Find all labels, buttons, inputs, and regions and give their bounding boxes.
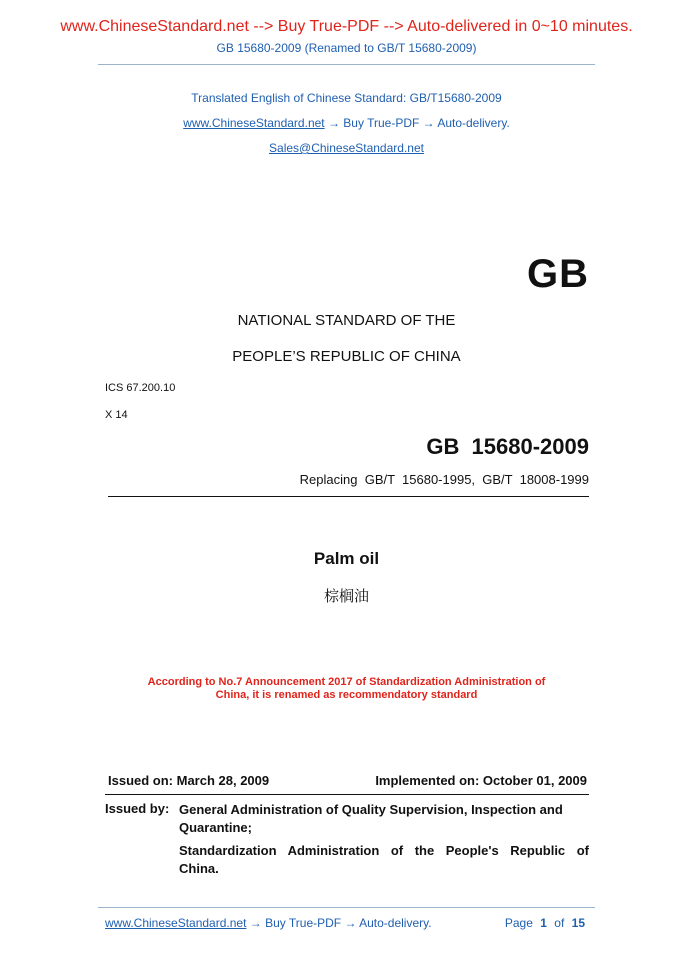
intro-site-link[interactable]: www.ChineseStandard.net bbox=[183, 116, 325, 130]
page-indicator bbox=[505, 916, 585, 930]
issuer-2-line-1: Standardization Administration of the People's Republic of bbox=[179, 843, 589, 858]
classification-code: X 14 bbox=[105, 409, 128, 421]
national-line-1: NATIONAL STANDARD OF THE bbox=[237, 312, 456, 329]
issuer-1 bbox=[179, 801, 589, 837]
issued-on: Issued on: March 28, 2009 bbox=[108, 773, 270, 788]
ics-code: ICS 67.200.10 bbox=[105, 382, 176, 394]
title-english: Palm oil bbox=[313, 549, 380, 568]
title-chinese: 棕榈油 bbox=[323, 587, 369, 605]
email-link[interactable]: Sales@ChineseStandard.net bbox=[269, 141, 424, 155]
issuer-1-line-2: Quarantine; bbox=[179, 820, 252, 835]
footer-site-rest: → Buy True-PDF → Auto-delivery. bbox=[246, 916, 432, 930]
issuer-2 bbox=[179, 842, 589, 878]
header-rule bbox=[98, 64, 595, 65]
intro-email-line bbox=[0, 141, 693, 155]
replacing-line: Replacing GB/T 15680-1995, GB/T 18008-1999 bbox=[299, 472, 589, 487]
footer-site-line bbox=[105, 916, 432, 930]
page-total: 15 bbox=[571, 916, 585, 930]
title-rule bbox=[108, 496, 589, 497]
standard-number: GB 15680-2009 bbox=[426, 434, 589, 459]
translated-line: Translated English of Chinese Standard: GB/T15680-2009 bbox=[191, 91, 502, 105]
issuer-2-line-2: China. bbox=[179, 861, 219, 876]
header-subtitle: GB 15680-2009 (Renamed to GB/T 15680-2009) bbox=[216, 41, 477, 55]
footer-site-link[interactable]: www.ChineseStandard.net bbox=[105, 916, 247, 930]
implemented-on: Implemented on: October 01, 2009 bbox=[375, 773, 587, 788]
footer-rule bbox=[98, 907, 595, 908]
rename-notice-line-2: China, it is renamed as recommendatory standard bbox=[215, 689, 478, 701]
page-of: of bbox=[554, 916, 565, 930]
issuer-1-line-1: General Administration of Quality Supervision, Inspection and bbox=[179, 802, 563, 817]
page-label: Page bbox=[504, 916, 533, 930]
rename-notice-line-1: According to No.7 Announcement 2017 of Standardization Administration of bbox=[147, 676, 546, 688]
header-banner[interactable]: www.ChineseStandard.net --> Buy True-PDF --> Auto-delivered in 0~10 minutes. bbox=[60, 18, 633, 35]
intro-site-line bbox=[0, 116, 693, 130]
dates-rule bbox=[105, 794, 589, 795]
issued-by-label: Issued by: bbox=[105, 801, 170, 816]
page-current: 1 bbox=[540, 916, 547, 930]
intro-site-rest: → Buy True-PDF → Auto-delivery. bbox=[324, 116, 510, 130]
gb-logo: GB bbox=[527, 252, 589, 296]
national-line-2: PEOPLE’S REPUBLIC OF CHINA bbox=[232, 348, 461, 365]
